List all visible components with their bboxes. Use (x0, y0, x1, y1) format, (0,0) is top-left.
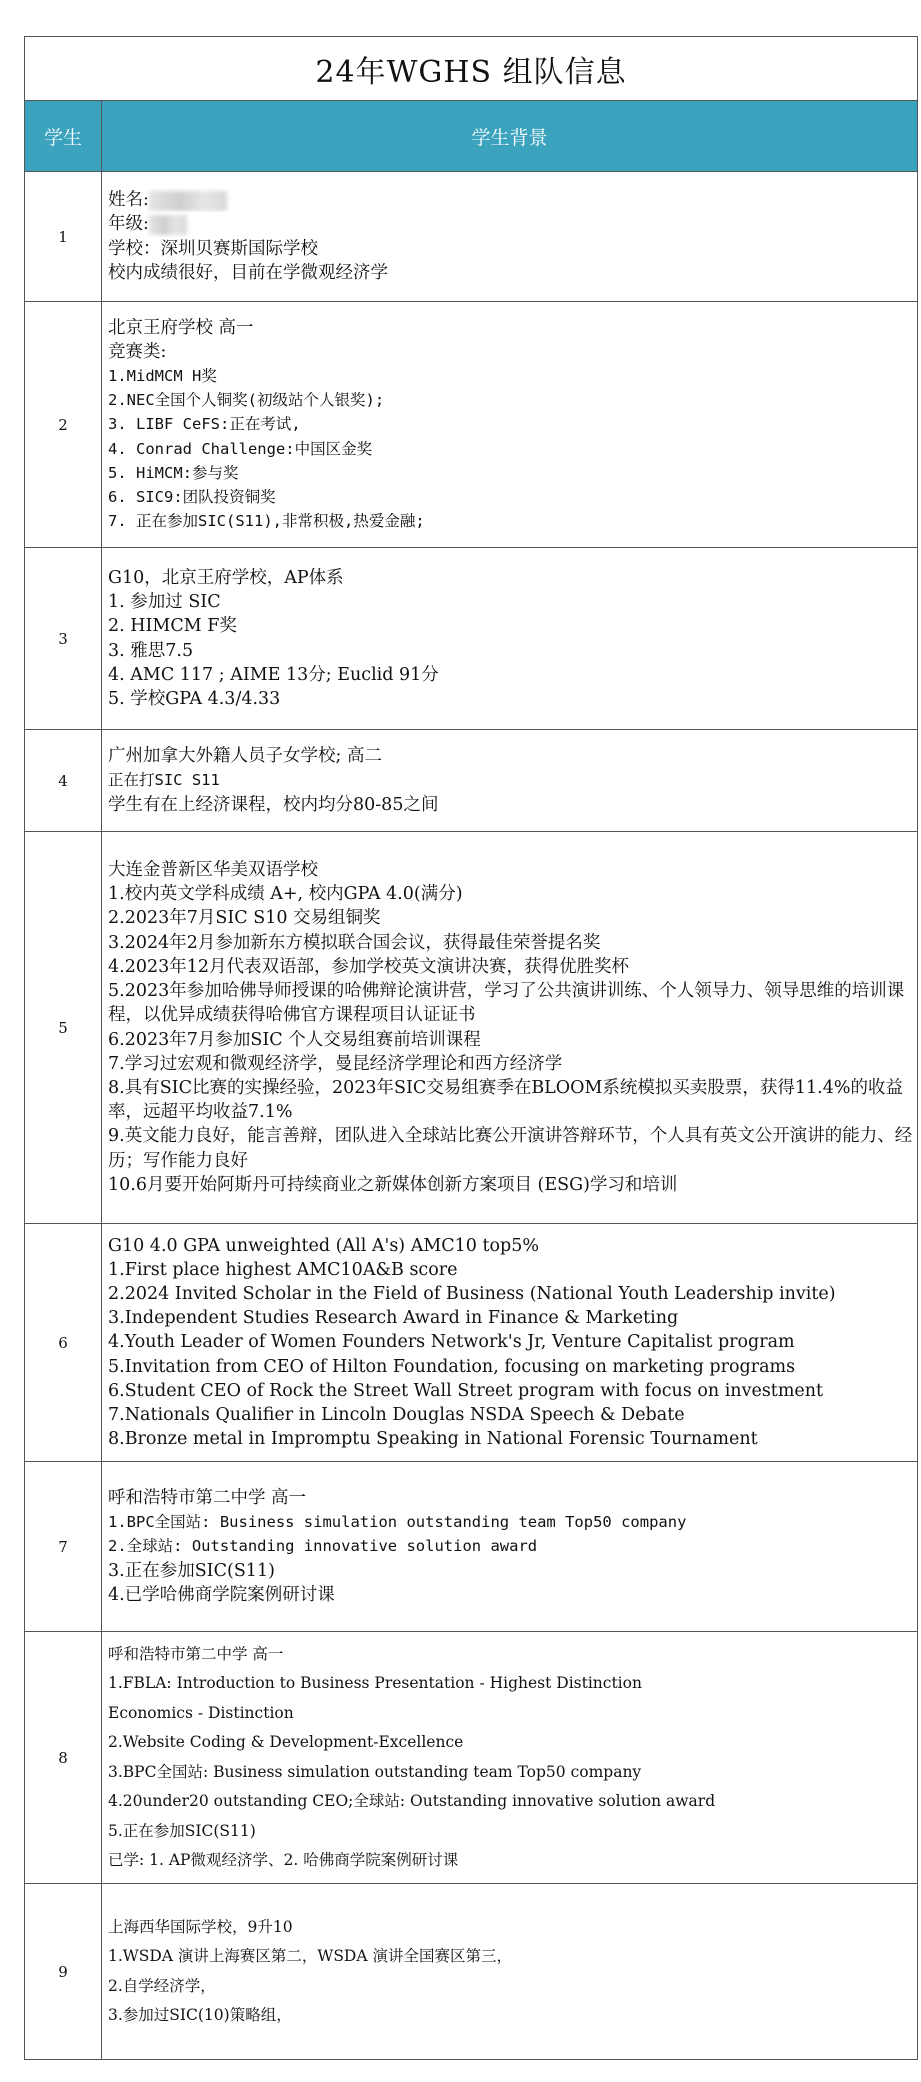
bg-line: 年级: (108, 212, 913, 236)
bg-line: G10，北京王府学校，AP体系 (108, 567, 344, 588)
bg-line: 广州加拿大外籍人员子女学校; 高二 (108, 746, 382, 767)
bg-line: 5. HiMCM:参与奖 (108, 463, 239, 482)
bg-line: 3.正在参加SIC(S11) (108, 1560, 275, 1581)
bg-line: 3.Independent Studies Research Award in Finance & Marketing (108, 1308, 679, 1329)
document (24, 36, 917, 2060)
row-number: 8 (25, 1632, 102, 1884)
row-number: 3 (25, 548, 102, 730)
bg-line: 1.BPC全国站: Business simulation outstanding team Top50 company (108, 1513, 687, 1532)
bg-line: 2.2023年7月SIC S10 交易组铜奖 (108, 908, 381, 929)
row-number: 6 (25, 1224, 102, 1462)
student-background (102, 302, 918, 548)
bg-line: 3. 雅思7.5 (108, 640, 194, 661)
row-number: 2 (25, 302, 102, 548)
bg-line: 9.英文能力良好，能言善辩，团队进入全球站比赛公开演讲答辩环节，个人具有英文公开演讲的能力、经历；写作能力良好 (108, 1126, 913, 1171)
bg-line: 4. Conrad Challenge:中国区金奖 (108, 439, 373, 458)
student-background (102, 832, 918, 1224)
bg-line: 7.Nationals Qualifier in Lincoln Douglas NSDA Speech & Debate (108, 1405, 685, 1425)
table-row (25, 548, 918, 730)
row-number: 9 (25, 1884, 102, 2060)
bg-line: 1. 参加过 SIC (108, 592, 221, 613)
bg-line: 2. HIMCM F奖 (108, 616, 237, 637)
bg-line: 5. 学校GPA 4.3/4.33 (108, 688, 281, 709)
bg-line: 大连金普新区华美双语学校 (108, 860, 318, 881)
redacted-name (149, 191, 227, 211)
team-info-table (24, 36, 918, 2060)
bg-line: 上海西华国际学校，9升10 (108, 1917, 293, 1936)
bg-line: 1.FBLA: Introduction to Business Presentation - Highest Distinction (108, 1674, 642, 1692)
row-number: 7 (25, 1462, 102, 1632)
bg-line: 6.Student CEO of Rock the Street Wall Street program with focus on investment (108, 1380, 824, 1401)
page-title: 24年WGHS 组队信息 (25, 37, 918, 101)
bg-line: 正在打SIC S11 (108, 771, 220, 790)
student-background (102, 1224, 918, 1462)
bg-line: 1.校内英文学科成绩 A+, 校内GPA 4.0(满分) (108, 884, 463, 905)
bg-line: 5.Invitation from CEO of Hilton Foundation, focusing on marketing programs (108, 1356, 796, 1377)
bg-line: 4. AMC 117 ; AIME 13分; Euclid 91分 (108, 664, 439, 685)
bg-line: 1.First place highest AMC10A&B score (108, 1259, 458, 1280)
table-row (25, 832, 918, 1224)
bg-line: 2.NEC全国个人铜奖(初级站个人银奖); (108, 391, 385, 410)
bg-line: G10 4.0 GPA unweighted (All A's) AMC10 top5% (108, 1235, 540, 1256)
bg-line: 6.2023年7月参加SIC 个人交易组赛前培训课程 (108, 1029, 481, 1050)
row-number: 5 (25, 832, 102, 1224)
bg-line: 7. 正在参加SIC(S11),非常积极,热爱金融; (108, 512, 425, 531)
bg-line: 2.自学经济学， (108, 1976, 216, 1995)
row-number: 4 (25, 730, 102, 832)
bg-line: 8.Bronze metal in Impromptu Speaking in National Forensic Tournament (108, 1429, 758, 1450)
bg-line: 4.2023年12月代表双语部，参加学校英文演讲决赛，获得优胜奖杯 (108, 956, 629, 977)
bg-line: 2.全球站: Outstanding innovative solution award (108, 1537, 538, 1556)
student-background (102, 1462, 918, 1632)
bg-line: 已学: 1. AP微观经济学、2. 哈佛商学院案例研讨课 (108, 1851, 459, 1869)
table-row (25, 1462, 918, 1632)
bg-line: 1.MidMCM H奖 (108, 366, 217, 385)
bg-line: 7.学习过宏观和微观经济学，曼昆经济学理论和西方经济学 (108, 1053, 563, 1074)
table-row (25, 1632, 918, 1884)
bg-line: 3.BPC全国站: Business simulation outstanding team Top50 company (108, 1762, 642, 1781)
bg-line: 6. SIC9:团队投资铜奖 (108, 488, 276, 506)
bg-line: 校内成绩很好，目前在学微观经济学 (108, 262, 388, 283)
row-number: 1 (25, 172, 102, 302)
table-row (25, 730, 918, 832)
bg-line: 3.2024年2月参加新东方模拟联合国会议，获得最佳荣誉提名奖 (108, 932, 601, 953)
bg-line: 竞赛类: (108, 341, 167, 362)
bg-line: 4.已学哈佛商学院案例研讨课 (108, 1584, 335, 1605)
bg-line: 2.Website Coding & Development-Excellence (108, 1733, 464, 1751)
bg-line: 3.参加过SIC(10)策略组， (108, 2006, 292, 2024)
bg-line: 4.Youth Leader of Women Founders Network's Jr, Venture Capitalist program (108, 1332, 795, 1353)
student-background (102, 1632, 918, 1884)
student-background (102, 172, 918, 302)
student-background (102, 1884, 918, 2060)
table-row (25, 172, 918, 302)
bg-line: 2.2024 Invited Scholar in the Field of Business (National Youth Leadership invite) (108, 1283, 836, 1304)
bg-line: 5.2023年参加哈佛导师授课的哈佛辩论演讲营，学习了公共演讲训练、个人领导力、领导思维的培训课程，以优异成绩获得哈佛官方课程项目认证证书 (108, 981, 905, 1026)
table-row (25, 1224, 918, 1462)
bg-line: 姓名: (108, 188, 913, 212)
bg-line: 呼和浩特市第二中学 高一 (108, 1487, 307, 1508)
bg-line: 北京王府学校 高一 (108, 317, 254, 338)
bg-line: 呼和浩特市第二中学 高一 (108, 1644, 284, 1663)
bg-line: 学校：深圳贝赛斯国际学校 (108, 238, 318, 259)
student-background (102, 730, 918, 832)
bg-line: 5.正在参加SIC(S11) (108, 1821, 256, 1840)
bg-line: 4.20under20 outstanding CEO;全球站: Outstanding innovative solution award (108, 1792, 716, 1810)
redacted-grade (149, 215, 187, 235)
column-header-background: 学生背景 (102, 101, 918, 172)
student-background (102, 548, 918, 730)
bg-line: 3. LIBF CeFS:正在考试, (108, 415, 301, 434)
bg-line: 学生有在上经济课程，校内均分80-85之间 (108, 794, 439, 815)
bg-line: 10.6月要开始阿斯丹可持续商业之新媒体创新方案项目 (ESG)学习和培训 (108, 1174, 678, 1195)
bg-line: 8.具有SIC比赛的实操经验，2023年SIC交易组赛季在BLOOM系统模拟买卖股票，获得11.4%的收益率，远超平均收益7.1% (108, 1077, 904, 1123)
table-row (25, 1884, 918, 2060)
column-header-student: 学生 (25, 101, 102, 172)
table-row (25, 302, 918, 548)
bg-line: Economics - Distinction (108, 1703, 294, 1722)
bg-line: 1.WSDA 演讲上海赛区第二，WSDA 演讲全国赛区第三， (108, 1947, 512, 1965)
